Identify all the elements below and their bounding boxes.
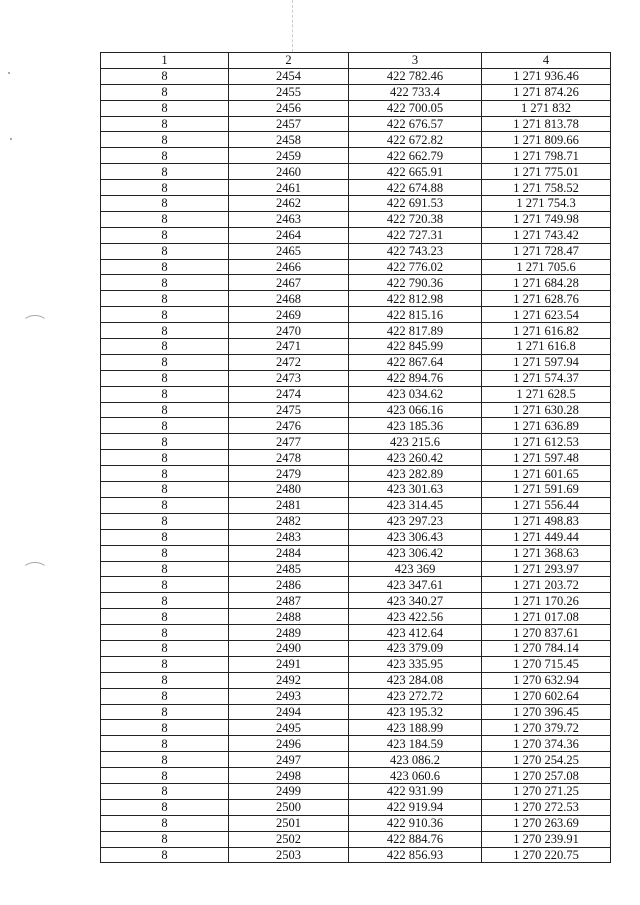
table-cell: 1 271 591.69 bbox=[482, 482, 611, 498]
table-cell: 423 184.59 bbox=[349, 736, 482, 752]
table-cell: 1 271 556.44 bbox=[482, 497, 611, 513]
table-row bbox=[101, 688, 611, 704]
table-row bbox=[101, 132, 611, 148]
table-cell: 423 284.08 bbox=[349, 672, 482, 688]
table-cell: 1 271 628.76 bbox=[482, 291, 611, 307]
table-cell: 422 776.02 bbox=[349, 259, 482, 275]
table-row bbox=[101, 831, 611, 847]
table-row bbox=[101, 736, 611, 752]
table-cell: 2469 bbox=[229, 307, 349, 323]
table-body bbox=[101, 68, 611, 863]
table-cell: 8 bbox=[101, 561, 229, 577]
table-row bbox=[101, 370, 611, 386]
table-cell: 8 bbox=[101, 768, 229, 784]
column-header: 2 bbox=[229, 53, 349, 69]
table-row bbox=[101, 752, 611, 768]
table-cell: 8 bbox=[101, 68, 229, 84]
table-row bbox=[101, 275, 611, 291]
table-row bbox=[101, 497, 611, 513]
table-cell: 8 bbox=[101, 84, 229, 100]
table-cell: 2476 bbox=[229, 418, 349, 434]
table-cell: 422 812.98 bbox=[349, 291, 482, 307]
table-cell: 2474 bbox=[229, 386, 349, 402]
table-cell: 2465 bbox=[229, 243, 349, 259]
table-cell: 8 bbox=[101, 593, 229, 609]
table-cell: 8 bbox=[101, 434, 229, 450]
table-cell: 1 271 832 bbox=[482, 100, 611, 116]
table-cell: 422 790.36 bbox=[349, 275, 482, 291]
table-cell: 1 270 272.53 bbox=[482, 799, 611, 815]
table-cell: 423 282.89 bbox=[349, 466, 482, 482]
table-cell: 8 bbox=[101, 243, 229, 259]
table-cell: 1 270 715.45 bbox=[482, 656, 611, 672]
table-cell: 2460 bbox=[229, 164, 349, 180]
table-cell: 2472 bbox=[229, 354, 349, 370]
table-cell: 2492 bbox=[229, 672, 349, 688]
table-cell: 2457 bbox=[229, 116, 349, 132]
table-cell: 8 bbox=[101, 116, 229, 132]
table-cell: 423 306.42 bbox=[349, 545, 482, 561]
table-cell: 422 700.05 bbox=[349, 100, 482, 116]
table-cell: 422 884.76 bbox=[349, 831, 482, 847]
table-cell: 8 bbox=[101, 450, 229, 466]
table-cell: 8 bbox=[101, 529, 229, 545]
table-cell: 8 bbox=[101, 672, 229, 688]
table-cell: 2477 bbox=[229, 434, 349, 450]
table-cell: 1 271 754.3 bbox=[482, 196, 611, 212]
table-cell: 8 bbox=[101, 275, 229, 291]
table-cell: 1 270 239.91 bbox=[482, 831, 611, 847]
table-cell: 2462 bbox=[229, 196, 349, 212]
table-row bbox=[101, 100, 611, 116]
table-cell: 422 815.16 bbox=[349, 307, 482, 323]
table-cell: 2494 bbox=[229, 704, 349, 720]
table-row bbox=[101, 164, 611, 180]
table-row bbox=[101, 402, 611, 418]
table-row bbox=[101, 339, 611, 355]
table-cell: 2456 bbox=[229, 100, 349, 116]
table-cell: 2467 bbox=[229, 275, 349, 291]
table-cell: 1 271 936.46 bbox=[482, 68, 611, 84]
table-cell: 2487 bbox=[229, 593, 349, 609]
table-row bbox=[101, 815, 611, 831]
table-cell: 1 270 396.45 bbox=[482, 704, 611, 720]
table-cell: 422 672.82 bbox=[349, 132, 482, 148]
table-cell: 1 271 597.94 bbox=[482, 354, 611, 370]
table-cell: 2466 bbox=[229, 259, 349, 275]
table-cell: 2479 bbox=[229, 466, 349, 482]
coordinates-table bbox=[100, 52, 611, 863]
table-cell: 2464 bbox=[229, 227, 349, 243]
table-cell: 423 340.27 bbox=[349, 593, 482, 609]
table-cell: 8 bbox=[101, 370, 229, 386]
table-cell: 422 845.99 bbox=[349, 339, 482, 355]
column-header: 3 bbox=[349, 53, 482, 69]
column-header: 1 bbox=[101, 53, 229, 69]
table-row bbox=[101, 482, 611, 498]
table-cell: 422 691.53 bbox=[349, 196, 482, 212]
table-cell: 8 bbox=[101, 132, 229, 148]
table-header-row bbox=[101, 53, 611, 69]
table-cell: 8 bbox=[101, 148, 229, 164]
table-cell: 8 bbox=[101, 752, 229, 768]
table-cell: 422 720.38 bbox=[349, 211, 482, 227]
table-cell: 8 bbox=[101, 640, 229, 656]
table-cell: 423 034.62 bbox=[349, 386, 482, 402]
table-row bbox=[101, 529, 611, 545]
table-row bbox=[101, 227, 611, 243]
table-cell: 2489 bbox=[229, 625, 349, 641]
table-cell: 2497 bbox=[229, 752, 349, 768]
table-row bbox=[101, 609, 611, 625]
table-cell: 1 271 017.08 bbox=[482, 609, 611, 625]
table-cell: 1 271 705.6 bbox=[482, 259, 611, 275]
table-cell: 1 271 743.42 bbox=[482, 227, 611, 243]
table-row bbox=[101, 625, 611, 641]
table-cell: 2463 bbox=[229, 211, 349, 227]
table-cell: 1 271 749.98 bbox=[482, 211, 611, 227]
table-cell: 2490 bbox=[229, 640, 349, 656]
table-cell: 2488 bbox=[229, 609, 349, 625]
table-row bbox=[101, 68, 611, 84]
table-cell: 422 817.89 bbox=[349, 323, 482, 339]
table-row bbox=[101, 545, 611, 561]
table-row bbox=[101, 847, 611, 863]
table-cell: 2496 bbox=[229, 736, 349, 752]
table-cell: 2501 bbox=[229, 815, 349, 831]
table-cell: 8 bbox=[101, 402, 229, 418]
table-cell: 422 662.79 bbox=[349, 148, 482, 164]
table-cell: 423 335.95 bbox=[349, 656, 482, 672]
table-cell: 8 bbox=[101, 704, 229, 720]
table-cell: 1 271 293.97 bbox=[482, 561, 611, 577]
table-cell: 2470 bbox=[229, 323, 349, 339]
table-cell: 8 bbox=[101, 354, 229, 370]
table-cell: 423 347.61 bbox=[349, 577, 482, 593]
table-cell: 2481 bbox=[229, 497, 349, 513]
table-row bbox=[101, 593, 611, 609]
table-cell: 8 bbox=[101, 211, 229, 227]
table-cell: 1 270 374.36 bbox=[482, 736, 611, 752]
table-row bbox=[101, 211, 611, 227]
table-row bbox=[101, 84, 611, 100]
table-cell: 8 bbox=[101, 545, 229, 561]
table-cell: 8 bbox=[101, 497, 229, 513]
table-cell: 2458 bbox=[229, 132, 349, 148]
table-cell: 2461 bbox=[229, 180, 349, 196]
table-cell: 8 bbox=[101, 259, 229, 275]
scan-artifact-mark bbox=[22, 562, 48, 580]
table-cell: 423 188.99 bbox=[349, 720, 482, 736]
table-cell: 423 195.32 bbox=[349, 704, 482, 720]
table-cell: 2502 bbox=[229, 831, 349, 847]
table-cell: 8 bbox=[101, 577, 229, 593]
table-row bbox=[101, 450, 611, 466]
table-row bbox=[101, 307, 611, 323]
table-cell: 423 060.6 bbox=[349, 768, 482, 784]
table-row bbox=[101, 259, 611, 275]
table-cell: 1 271 775.01 bbox=[482, 164, 611, 180]
table-cell: 423 422.56 bbox=[349, 609, 482, 625]
table-cell: 2491 bbox=[229, 656, 349, 672]
table-cell: 422 910.36 bbox=[349, 815, 482, 831]
table-cell: 2459 bbox=[229, 148, 349, 164]
table-cell: 422 665.91 bbox=[349, 164, 482, 180]
table-cell: 1 270 379.72 bbox=[482, 720, 611, 736]
table-cell: 2500 bbox=[229, 799, 349, 815]
table-cell: 1 270 837.61 bbox=[482, 625, 611, 641]
table-cell: 422 674.88 bbox=[349, 180, 482, 196]
table-cell: 422 727.31 bbox=[349, 227, 482, 243]
table-cell: 1 271 813.78 bbox=[482, 116, 611, 132]
table-cell: 8 bbox=[101, 482, 229, 498]
table-row bbox=[101, 434, 611, 450]
table-cell: 1 271 684.28 bbox=[482, 275, 611, 291]
table-cell: 8 bbox=[101, 291, 229, 307]
scan-artifact-dot bbox=[8, 72, 10, 74]
table-cell: 8 bbox=[101, 100, 229, 116]
table-cell: 1 271 574.37 bbox=[482, 370, 611, 386]
table-cell: 423 086.2 bbox=[349, 752, 482, 768]
table-cell: 2473 bbox=[229, 370, 349, 386]
table-cell: 1 271 728.47 bbox=[482, 243, 611, 259]
table-row bbox=[101, 513, 611, 529]
table-cell: 8 bbox=[101, 815, 229, 831]
table-row bbox=[101, 704, 611, 720]
table-cell: 1 271 758.52 bbox=[482, 180, 611, 196]
table-row bbox=[101, 116, 611, 132]
table-cell: 1 271 368.63 bbox=[482, 545, 611, 561]
table-cell: 2482 bbox=[229, 513, 349, 529]
table-cell: 2485 bbox=[229, 561, 349, 577]
table-cell: 2486 bbox=[229, 577, 349, 593]
table-cell: 2495 bbox=[229, 720, 349, 736]
table-cell: 1 270 632.94 bbox=[482, 672, 611, 688]
table-cell: 8 bbox=[101, 783, 229, 799]
table-cell: 422 919.94 bbox=[349, 799, 482, 815]
table-cell: 1 271 616.8 bbox=[482, 339, 611, 355]
table-row bbox=[101, 640, 611, 656]
table-cell: 8 bbox=[101, 466, 229, 482]
table-cell: 8 bbox=[101, 625, 229, 641]
table-cell: 8 bbox=[101, 656, 229, 672]
table-cell: 8 bbox=[101, 418, 229, 434]
table-cell: 8 bbox=[101, 720, 229, 736]
table-cell: 422 743.23 bbox=[349, 243, 482, 259]
scan-artifact-line bbox=[292, 0, 293, 52]
table-cell: 8 bbox=[101, 196, 229, 212]
table-cell: 8 bbox=[101, 386, 229, 402]
table-cell: 423 314.45 bbox=[349, 497, 482, 513]
table-cell: 422 856.93 bbox=[349, 847, 482, 863]
table-cell: 2493 bbox=[229, 688, 349, 704]
table-cell: 1 271 612.53 bbox=[482, 434, 611, 450]
table-cell: 8 bbox=[101, 688, 229, 704]
column-header: 4 bbox=[482, 53, 611, 69]
table-cell: 2475 bbox=[229, 402, 349, 418]
table-cell: 422 733.4 bbox=[349, 84, 482, 100]
table-cell: 8 bbox=[101, 609, 229, 625]
table-cell: 1 270 263.69 bbox=[482, 815, 611, 831]
table-cell: 2471 bbox=[229, 339, 349, 355]
table-cell: 8 bbox=[101, 339, 229, 355]
table-row bbox=[101, 418, 611, 434]
table-cell: 1 270 220.75 bbox=[482, 847, 611, 863]
table-row bbox=[101, 561, 611, 577]
table-cell: 2480 bbox=[229, 482, 349, 498]
table-row bbox=[101, 799, 611, 815]
table-cell: 1 271 601.65 bbox=[482, 466, 611, 482]
table-cell: 8 bbox=[101, 323, 229, 339]
scan-artifact-dot bbox=[10, 138, 12, 140]
table-cell: 1 271 623.54 bbox=[482, 307, 611, 323]
table-cell: 1 271 809.66 bbox=[482, 132, 611, 148]
table-cell: 1 270 602.64 bbox=[482, 688, 611, 704]
table-cell: 1 271 203.72 bbox=[482, 577, 611, 593]
table-row bbox=[101, 243, 611, 259]
table-cell: 2455 bbox=[229, 84, 349, 100]
table-cell: 8 bbox=[101, 736, 229, 752]
table-cell: 423 379.09 bbox=[349, 640, 482, 656]
table-cell: 423 412.64 bbox=[349, 625, 482, 641]
table-row bbox=[101, 196, 611, 212]
table-cell: 422 676.57 bbox=[349, 116, 482, 132]
table-cell: 2484 bbox=[229, 545, 349, 561]
table-cell: 1 271 874.26 bbox=[482, 84, 611, 100]
table-cell: 2454 bbox=[229, 68, 349, 84]
table-cell: 422 894.76 bbox=[349, 370, 482, 386]
table-cell: 8 bbox=[101, 164, 229, 180]
table-cell: 1 271 170.26 bbox=[482, 593, 611, 609]
table-cell: 8 bbox=[101, 799, 229, 815]
table-cell: 1 271 628.5 bbox=[482, 386, 611, 402]
table-row bbox=[101, 672, 611, 688]
table-cell: 2468 bbox=[229, 291, 349, 307]
table-cell: 423 306.43 bbox=[349, 529, 482, 545]
table-row bbox=[101, 768, 611, 784]
table-cell: 8 bbox=[101, 831, 229, 847]
table-cell: 423 185.36 bbox=[349, 418, 482, 434]
table-row bbox=[101, 466, 611, 482]
table-cell: 422 867.64 bbox=[349, 354, 482, 370]
table-cell: 2478 bbox=[229, 450, 349, 466]
table-cell: 422 782.46 bbox=[349, 68, 482, 84]
table-cell: 1 271 597.48 bbox=[482, 450, 611, 466]
table-row bbox=[101, 386, 611, 402]
table-cell: 1 270 271.25 bbox=[482, 783, 611, 799]
table-row bbox=[101, 577, 611, 593]
table-cell: 1 271 616.82 bbox=[482, 323, 611, 339]
table-row bbox=[101, 291, 611, 307]
table-cell: 423 301.63 bbox=[349, 482, 482, 498]
table-cell: 8 bbox=[101, 227, 229, 243]
table-cell: 8 bbox=[101, 307, 229, 323]
table-row bbox=[101, 323, 611, 339]
table-cell: 1 270 254.25 bbox=[482, 752, 611, 768]
scan-artifact-mark bbox=[22, 315, 48, 333]
table-cell: 422 931.99 bbox=[349, 783, 482, 799]
table-cell: 1 271 449.44 bbox=[482, 529, 611, 545]
table-cell: 1 271 498.83 bbox=[482, 513, 611, 529]
table-row bbox=[101, 148, 611, 164]
table-cell: 423 215.6 bbox=[349, 434, 482, 450]
table-row bbox=[101, 180, 611, 196]
table-cell: 1 270 784.14 bbox=[482, 640, 611, 656]
table-cell: 423 066.16 bbox=[349, 402, 482, 418]
table-cell: 423 369 bbox=[349, 561, 482, 577]
table-cell: 2503 bbox=[229, 847, 349, 863]
table-cell: 2483 bbox=[229, 529, 349, 545]
table-cell: 423 297.23 bbox=[349, 513, 482, 529]
table-cell: 8 bbox=[101, 513, 229, 529]
table-row bbox=[101, 354, 611, 370]
table-cell: 1 271 630.28 bbox=[482, 402, 611, 418]
table-cell: 423 260.42 bbox=[349, 450, 482, 466]
table-cell: 423 272.72 bbox=[349, 688, 482, 704]
table-cell: 8 bbox=[101, 180, 229, 196]
table-cell: 1 271 798.71 bbox=[482, 148, 611, 164]
table-cell: 2498 bbox=[229, 768, 349, 784]
table-cell: 1 271 636.89 bbox=[482, 418, 611, 434]
table-row bbox=[101, 656, 611, 672]
table-row bbox=[101, 720, 611, 736]
table-cell: 2499 bbox=[229, 783, 349, 799]
table-cell: 1 270 257.08 bbox=[482, 768, 611, 784]
table-cell: 8 bbox=[101, 847, 229, 863]
table-row bbox=[101, 783, 611, 799]
